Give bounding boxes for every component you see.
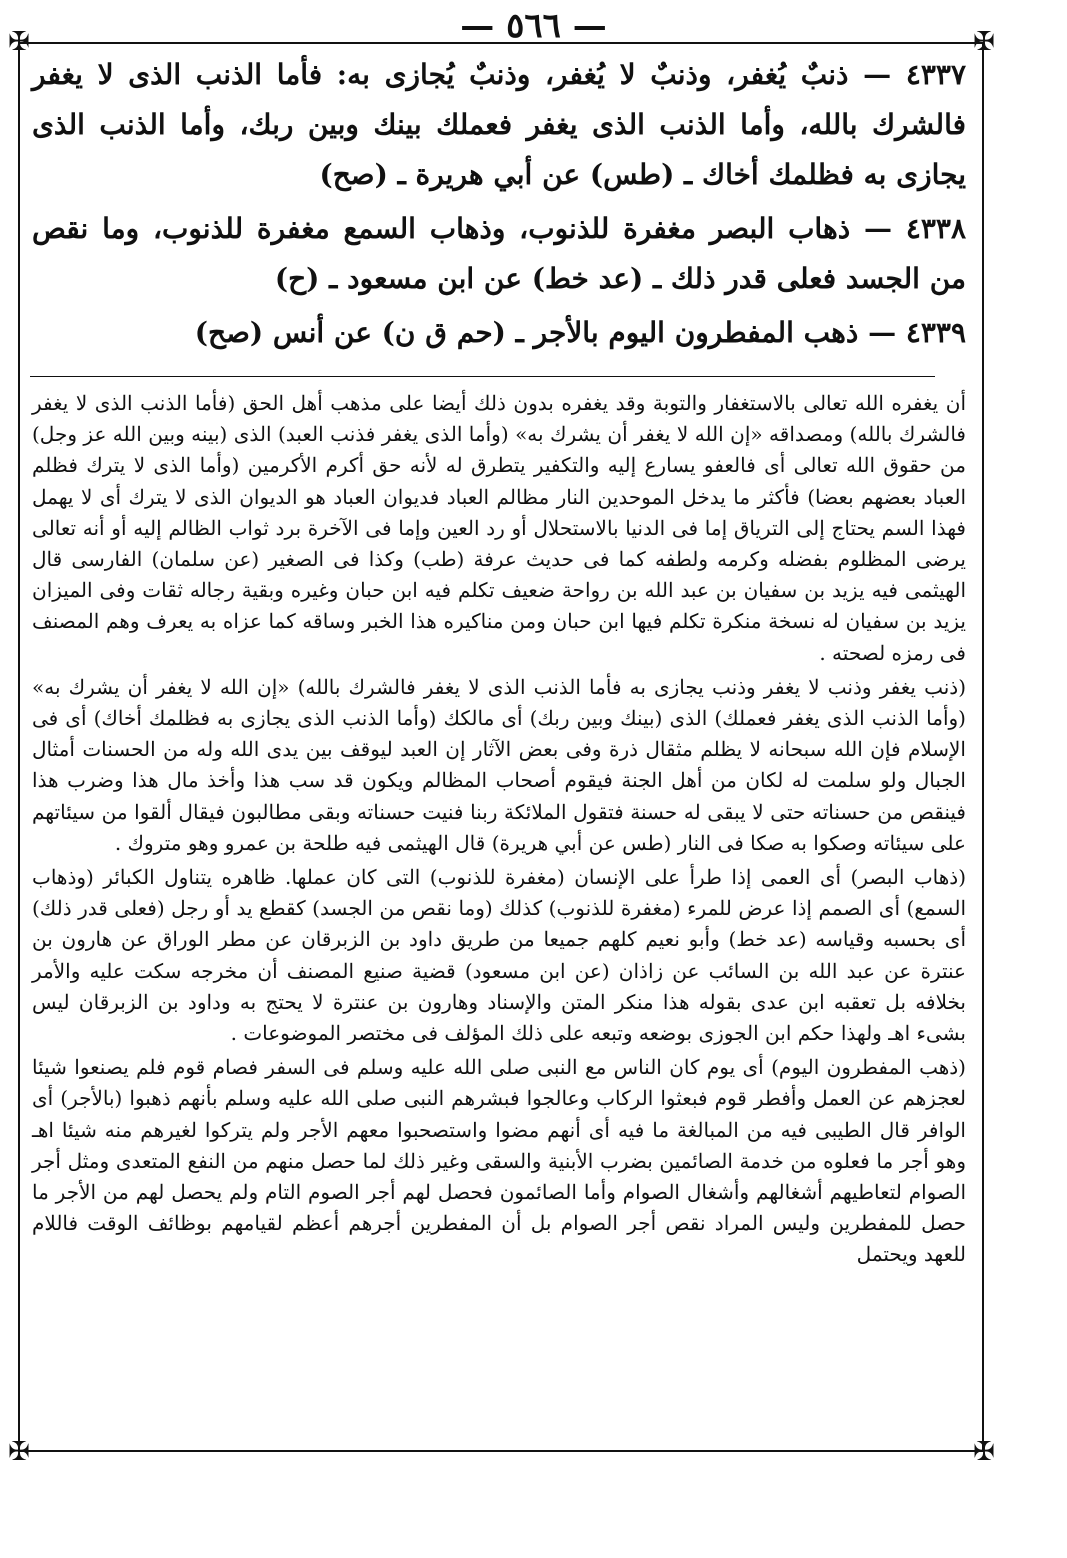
hadith-number: ٤٣٣٧ xyxy=(905,58,966,91)
ornament-icon: ✠ xyxy=(973,27,995,57)
section-divider xyxy=(30,376,935,377)
hadith-number: ٤٣٣٩ xyxy=(905,316,966,349)
ornament-icon: ✠ xyxy=(8,27,30,57)
commentary-paragraph: أن يغفره الله تعالى بالاستغفار والتوبة وقد يغفره بدون ذلك أيضا على مذهب أهل الحق (فأما الذنب الذى لا يغفر فالشرك بالله) ومصداقه «إن الله لا يغفر أن يشرك به» (وأما الذى يغفر فذنب العبد) الذى (بينه وبين الله عز وجل) من حقوق الله تعالى أى فالعفو يسارع إليه والتكفير يتطرق له لأنه حق أكرم الأكرمين (وأما الذى لا يترك فظلم العباد بعضهم بعضا) فأكثر ما يدخل الموحدين النار مظالم العباد فديوان العباد هو الديوان الذى لا يترك أى لا يهمل فهذا السم يحتاج إلى الترياق إما فى الدنيا بالاستحلال أو رد العين وإما فى الآخرة برد ثواب الظالم إليه أو أنه تعالى يرضى المظلوم بفضله وكرمه ولطفه كما فى حديث عرفة (طب) وكذا فى الصغير (عن سلمان) الفارسى قال الهيثمى فيه يزيد بن سفيان بن عبد الله بن رواحة ضعيف تكلم فيه ابن حبان وغيره وبقية رجاله ثقات وفى الميزان يزيد بن سفيان له نسخة منكرة تكلم فيها ابن حبان ومن مناكيره هذا الخبر وساقه كما عزاه به يعرف وهم المصنف فى رمزه لصحته . xyxy=(32,391,967,665)
ornament-icon: ✠ xyxy=(8,1437,30,1467)
hadith-text: ذهب المفطرون اليوم بالأجر ـ (حم ق ن) عن أنس (صح) xyxy=(194,316,859,349)
hadith-entry: ٤٣٣٩ — ذهب المفطرون اليوم بالأجر ـ (حم ق ن) عن أنس (صح) xyxy=(194,316,966,349)
hadith-number: ٤٣٣٨ xyxy=(905,212,966,245)
commentary-paragraph: (ذهاب البصر) أى العمى إذا طرأ على الإنسان (مغفرة للذنوب) التى كان عملها. ظاهره يتناول الكبائر (وذهاب السمع) أى الصمم إذا عرض للمرء (مغفرة للذنوب) كذلك (وما نقص من الجسد) كقطع يد أو رجل (فعلى قدر ذلك) أى بحسبه وقياسه (عد خط) وأبو نعيم كلهم جميعا من طريق داود بن الزبرقان عن مطر الوراق عن هارون بن عنترة عن عبد الله بن السائب عن زاذان (عن ابن مسعود) قضية صنيع المصنف أن مخرجه سكت عليه والأمر بخلافه بل تعقبه ابن عدى بقوله هذا منكر المتن والإسناد وهارون بن عنترة لا يحتج به وداود بن الزبرقان ليس بشىء اهـ ولهذا حكم ابن الجوزى بوضعه وتبعه على ذلك المؤلف فى مختصر الموضوعات . xyxy=(32,865,966,1046)
hadith-text: ذهاب البصر مغفرة للذنوب، وذهاب السمع مغفرة للذنوب، وما نقص من الجسد فعلى قدر ذلك ـ (عد خط) عن ابن مسعود ـ (ح) xyxy=(32,212,966,295)
commentary-paragraph: (ذنب يغفر وذنب لا يغفر وذنب يجازى به فأما الذنب الذى لا يغفر فالشرك بالله) «إن الله لا يغفر أن يشرك به» (وأما الذنب الذى يغفر فعملك) الذى (بينك وبين ربك) أى مالكك (وأما الذنب الذى يجازى به فظلمك أخاك) أى فى الإسلام فإن الله سبحانه لا يظلم مثقال ذرة وفى بعض الآثار إن العبد ليوقف بين يدى الله وله من الحسنات أمثال الجبال ولو سلمت له لكان من أهل الجنة فيقوم أصحاب المظالم ويكون قد سب هذا وأخذ مال هذا وضرب هذا فينقص من حسناته حتى لا يبقى له حسنة فتقول الملائكة ربنا فنيت حسناته وبقى مطالبون فيقال ألقوا من سيئاتهم على سيئاته وصكوا به صكا فى النار (طس عن أبي هريرة) قال الهيثمى فيه طلحة بن عمرو وهو متروك . xyxy=(32,674,966,855)
commentary-paragraph: (ذهب المفطرون اليوم) أى يوم كان الناس مع النبى صلى الله عليه وسلم فى السفر فصام قوم فلم يصنعوا شيئا لعجزهم عن العمل وأفطر قوم فبعثوا الركاب وعالجوا فبشرهم النبى صلى الله عليه وسلم بأنهم ذهبوا (بالأجر) أى الوافر قال الطيبى فيه من المبالغة ما فيه أى أنهم مضوا واستصحبوا معهم الأجر ولم يتركوا لغيرهم منه شيئا اهـ وهو أجر ما فعلوه من خدمة الصائمين بضرب الأبنية والسقى وغير ذلك لما حصل منهم من النفع المتعدى ومثل أجر الصوام لتعاطيهم أشغالهم وأشغال الصوام وأما الصائمون فحصل لهم أجر الصوم التام ولم يحصل لهم من الأجر ما حصل للمفطرين وليس المراد نقص أجر الصوام بل أن المفطرين أجرهم أعظم لقيامهم بوظائف الوقت فاللام للعهد ويحتمل xyxy=(32,1055,966,1267)
ornament-icon: ✠ xyxy=(973,1437,995,1467)
hadith-entry: ٤٣٣٧ — ذنبٌ يُغفر، وذنبٌ لا يُغفر، وذنبٌ يُجازى به: فأما الذنب الذى لا يغفر فالشرك بالله، وأما الذنب الذى يغفر فعملك بينك وبين ربك، وأما الذنب الذى يجازى به فظلمك أخاك ـ (طس) عن أبي هريرة ـ (صح) xyxy=(32,58,966,191)
hadith-section xyxy=(32,50,966,358)
commentary-section xyxy=(32,388,966,1271)
page-number: — ٥٦٦ — xyxy=(460,6,607,46)
hadith-text: ذنبٌ يُغفر، وذنبٌ لا يُغفر، وذنبٌ يُجازى به: فأما الذنب الذى لا يغفر فالشرك بالله، وأما الذنب الذى يغفر فعملك بينك وبين ربك، وأما الذنب الذى يجازى به فظلمك أخاك ـ (طس) عن أبي هريرة ـ (صح) xyxy=(32,58,966,191)
hadith-entry: ٤٣٣٨ — ذهاب البصر مغفرة للذنوب، وذهاب السمع مغفرة للذنوب، وما نقص من الجسد فعلى قدر ذلك ـ (عد خط) عن ابن مسعود ـ (ح) xyxy=(32,212,966,295)
